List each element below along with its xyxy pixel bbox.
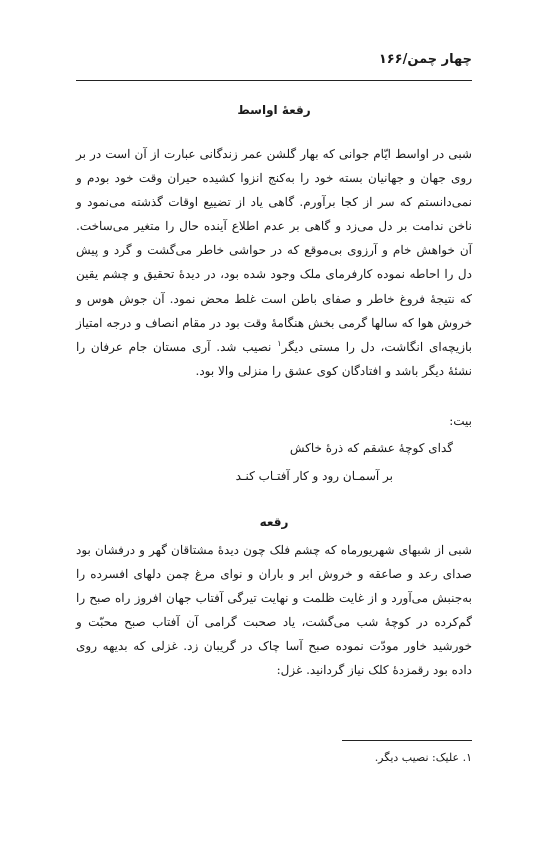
running-header: چهار چمن/۱۶۶ <box>378 52 472 67</box>
body-paragraph-1 <box>76 142 472 383</box>
paragraph-text: شبی در اواسط ایّام جوانی که بهار گلشن عمر زندگانی عبارت از آن است در بر روی جهان و جهانیان بسته خود را به‌کنج انزوا کشیده حیران وقت خود بودم و نمی‌دانستم که سر از کجا برآورم. گاهی یاد از تضییع اوقات گذشته می‌نمود و ناخن ندامت بر دل می‌زد و گاهی بر عدم اطلاع آینده حال را متغیر می‌ساخت. آن خواهش خام و آرزوی بی‌موقع که در حواشی خاطر می‌گشت و گرد و پیش دل را احاطه نموده کارفرمای ملک وجود شده بود، در دیدهٔ تحقیق و چشم یقین که نتیجهٔ فروغ خاطر و صفای باطن است غلط محض نمود. آن جوش هوس و خروش هوا که سالها گرمی بخش هنگامهٔ وقت بود در مقام انصاف و درجه امتیاز بازیچه‌ای انگاشت، دل را مستی دیگر <box>76 147 472 354</box>
verse-label: بیت: <box>449 414 472 428</box>
verse-hemistich-2: بر آسمـان رود و کار آفتـاب کنـد <box>235 469 393 483</box>
section-title-1: رقعهٔ اواسط <box>237 103 311 117</box>
footnote: ۱. علیک: نصیب دیگر. <box>374 751 472 764</box>
body-paragraph-2: شبی از شبهای شهریورماه که چشم فلک چون دیدهٔ مشتاقان گهر و درفشان بود صدای رعد و صاعقه و خروش ابر و باران و نوای مرغ چمن دلهای افسرده را به‌جنبش می‌آورد و از غایت ظلمت و نهایت تیرگی آفتاب جهان افروز راه صبح را گم‌کرده در کوچهٔ شب می‌گشت، یاد صحبت گرامی آن آفتاب صبح محبّت و خورشید خاور مودّت نموده صبح آسا چاک در گریبان زد. غزلی که بدیهه روی داده بود رقمزدهٔ کلک نیاز گردانید. غزل: <box>76 543 472 678</box>
header-rule <box>76 80 472 81</box>
footnote-rule <box>342 740 472 741</box>
footnote-mark: ۱ <box>277 338 282 348</box>
section-title-2: رقعه <box>259 515 289 529</box>
paragraph-text-continued: نصیب شد. آری مستان جام عرفان را نشئهٔ دیگر باشد و افتادگان کوی عشق را منزلی والا بود. <box>76 339 472 378</box>
verse-hemistich-1: گدای کوچهٔ عشقم که ذرهٔ خاکش <box>289 441 453 455</box>
